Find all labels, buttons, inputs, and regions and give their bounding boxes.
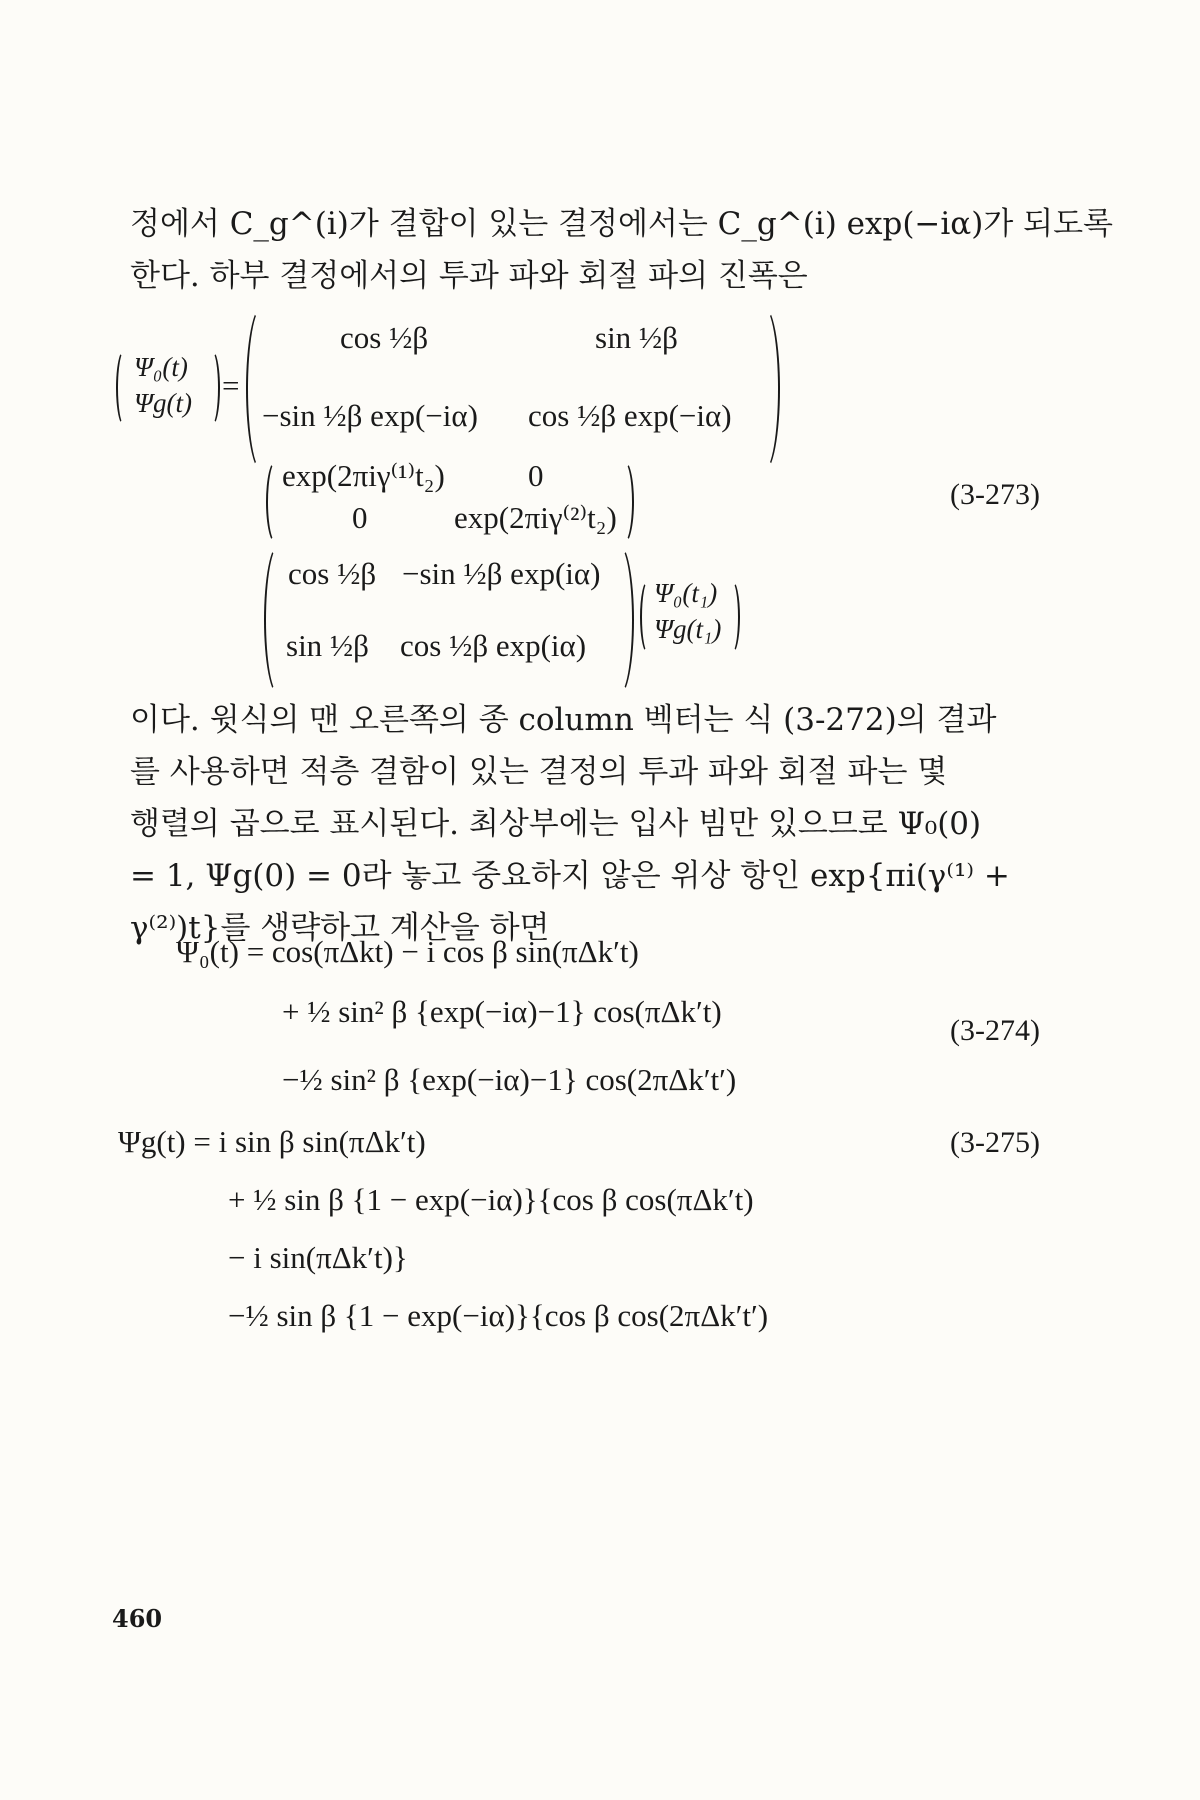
intro-paragraph xyxy=(130,198,1113,302)
eq274-line-2: + ½ sin² β {exp(−iα)−1} cos(πΔk′t) xyxy=(282,994,722,1029)
m2-a11: exp(2πiγ⁽¹⁾t₂) xyxy=(282,458,445,493)
equals-sign: = xyxy=(222,368,240,403)
m1-a22: cos ½β exp(−iα) xyxy=(528,398,732,433)
eq275-line-4: −½ sin β {1 − exp(−iα)}{cos β cos(2πΔk′t′) xyxy=(228,1298,769,1333)
m3-a12: −sin ½β exp(iα) xyxy=(402,556,601,591)
para-line-3: 행렬의 곱으로 표시된다. 최상부에는 입사 빔만 있으므로 Ψ₀(0) xyxy=(130,806,982,842)
vec-right-paren xyxy=(724,580,740,654)
lhs-psig: Ψg(t) xyxy=(134,388,192,418)
m1-a11: cos ½β xyxy=(340,320,429,355)
lhs-psi0: Ψ₀(t) xyxy=(134,352,188,382)
m1-right-paren xyxy=(748,306,780,472)
m1-a21: −sin ½β exp(−iα) xyxy=(262,398,478,433)
lhs-left-paren xyxy=(116,350,132,426)
intro-line-2: 한다. 하부 결정에서의 투과 파와 회절 파의 진폭은 xyxy=(130,258,808,294)
para-line-1: 이다. 윗식의 맨 오른쪽의 종 column 벡터는 식 (3-272)의 결과 xyxy=(130,702,997,738)
m2-right-paren xyxy=(614,460,634,544)
m2-a21: 0 xyxy=(352,500,368,535)
eq275-line-2: + ½ sin β {1 − exp(−iα)}{cos β cos(πΔk′t) xyxy=(228,1182,754,1217)
lhs-right-paren xyxy=(204,350,220,426)
eq275-line-1: Ψg(t) = i sin β sin(πΔk′t) xyxy=(118,1124,426,1159)
eq274-line-1: Ψ₀(t) = cos(πΔkt) − i cos β sin(πΔk′t) xyxy=(176,934,639,969)
eq-number-3-275: (3-275) xyxy=(950,1126,1040,1159)
vec-psi0-t1: Ψ₀(t₁) xyxy=(654,578,718,608)
m2-a12: 0 xyxy=(528,458,544,493)
para-line-2: 를 사용하면 적층 결함이 있는 결정의 투과 파와 회절 파는 몇 xyxy=(130,754,948,790)
para-line-5: γ⁽²⁾)t}를 생략하고 계산을 하면 xyxy=(130,910,550,946)
eq-number-3-273: (3-273) xyxy=(950,478,1040,511)
body-paragraph xyxy=(130,694,1040,954)
page-number: 460 xyxy=(112,1604,163,1633)
m2-a22: exp(2πiγ⁽²⁾t₂) xyxy=(454,500,617,535)
m3-right-paren xyxy=(604,544,634,696)
m1-a12: sin ½β xyxy=(595,320,678,355)
m3-a11: cos ½β xyxy=(288,556,377,591)
intro-line-1: 정에서 C_g^(i)가 결합이 있는 결정에서는 C_g^(i) exp(−iα)가 되도록 xyxy=(130,206,1113,242)
eq274-line-3: −½ sin² β {exp(−iα)−1} cos(2πΔk′t′) xyxy=(282,1062,737,1097)
para-line-4: = 1, Ψg(0) = 0라 놓고 중요하지 않은 위상 항인 exp{πi(γ⁽¹⁾ + xyxy=(130,858,1010,894)
m3-a22: cos ½β exp(iα) xyxy=(400,628,587,663)
eq275-line-3: − i sin(πΔk′t)} xyxy=(228,1240,408,1275)
m1-left-paren xyxy=(246,306,278,472)
eq-number-3-274: (3-274) xyxy=(950,1014,1040,1047)
vec-psig-t1: Ψg(t₁) xyxy=(654,614,722,644)
m3-a21: sin ½β xyxy=(286,628,369,663)
